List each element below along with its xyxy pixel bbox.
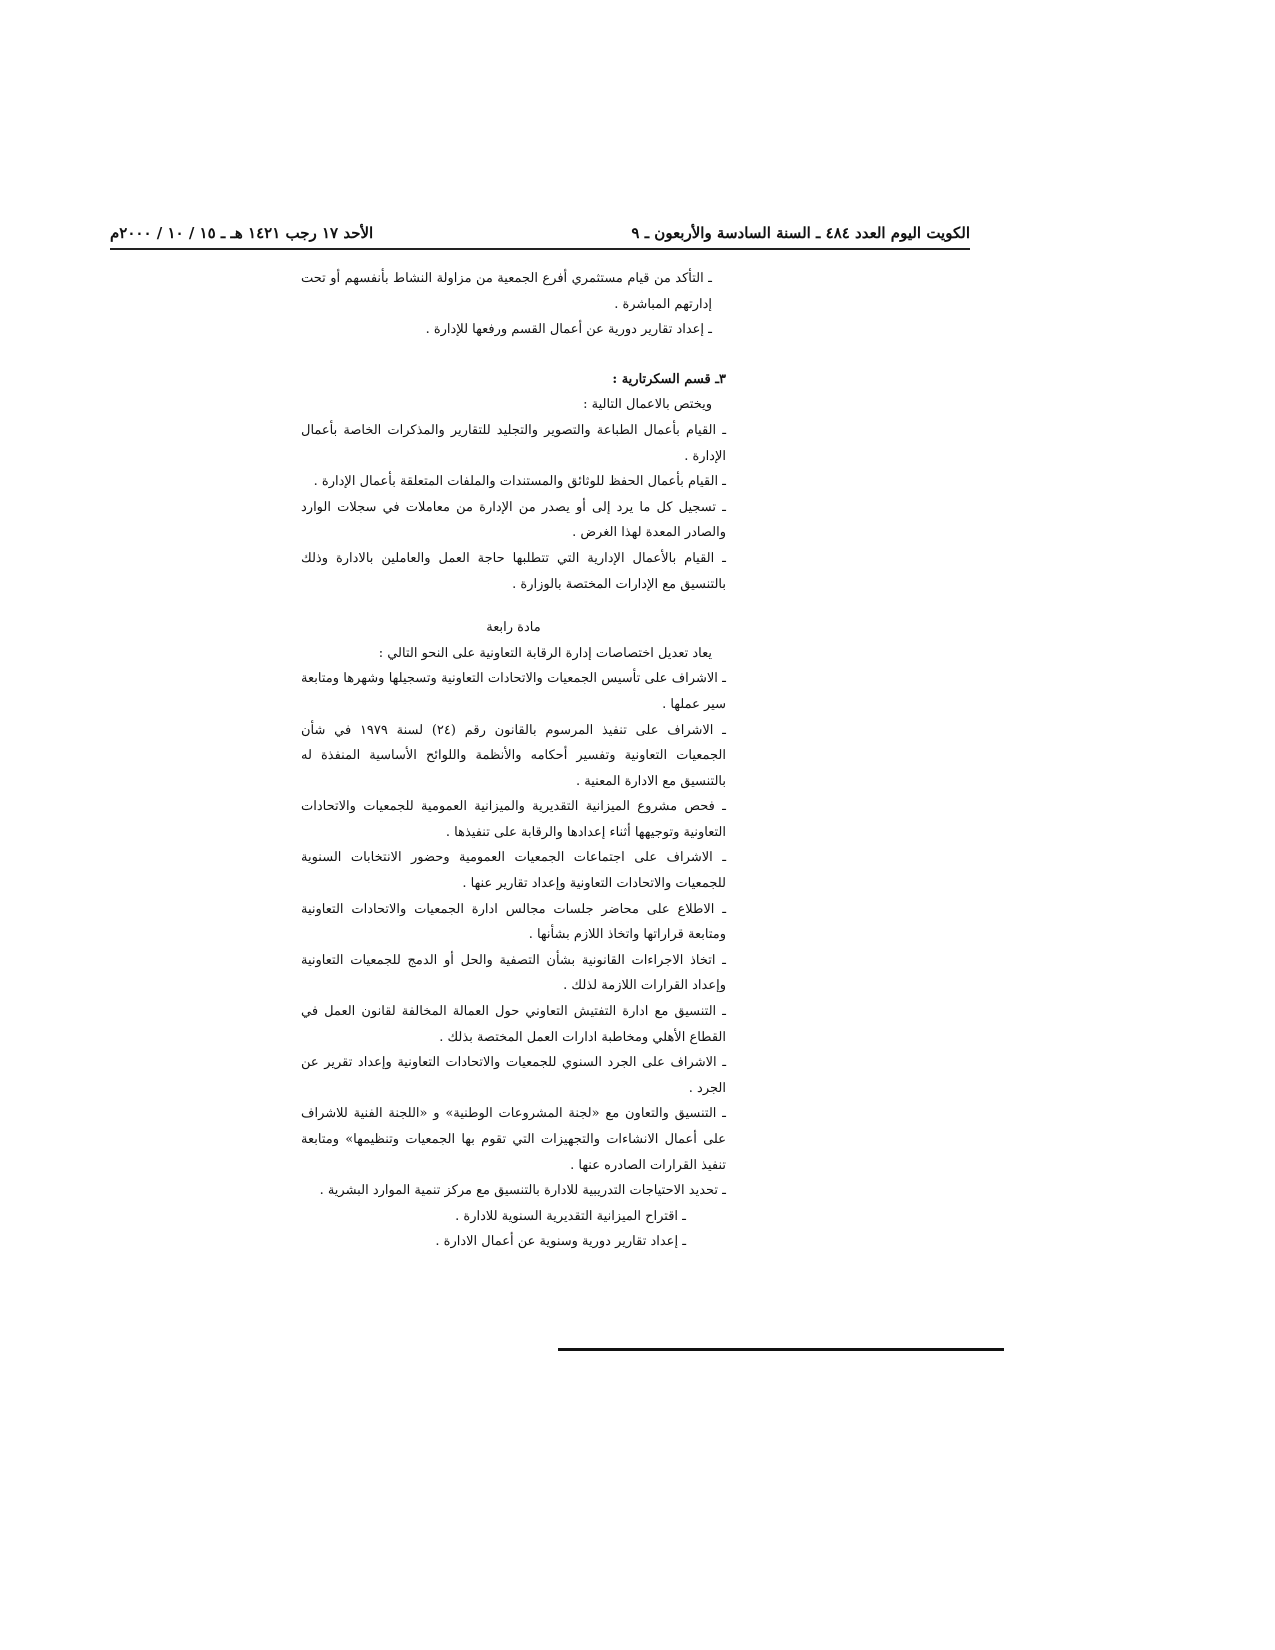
list-item: ـ القيام بأعمال الطباعة والتصوير والتجليد للتقارير والمذكرات الخاصة بأعمال الإدارة .	[301, 422, 726, 464]
list-item: ـ القيام بأعمال الحفظ للوثائق والمستندات والملفات المتعلقة بأعمال الإدارة .	[313, 474, 726, 490]
list-item: ـ الاشراف على تنفيذ المرسوم بالقانون رقم (٢٤) لسنة ١٩٧٩ في شأن الجمعيات التعاونية وتفسير أحكامه والأنظمة واللوائح الأساسية المنفذة له بالتنسيق مع الادارة المعنية .	[301, 722, 726, 789]
paragraph: ـ إعداد تقارير دورية عن أعمال القسم ورفعها للإدارة .	[425, 322, 712, 338]
list-item: ـ اتخاذ الاجراءات القانونية بشأن التصفية والحل أو الدمج للجمعيات التعاونية وإعداد القرارات اللازمة لذلك .	[301, 952, 726, 994]
paragraph: ـ التأكد من قيام مستثمري أفرع الجمعية من مزاولة النشاط بأنفسهم أو تحت إدارتهم المباشرة .	[301, 271, 712, 312]
end-rule	[558, 1348, 1004, 1351]
document-body	[301, 266, 726, 1255]
list-item: ـ التنسيق والتعاون مع «لجنة المشروعات الوطنية» و «اللجنة الفنية للاشراف على أعمال الانشاءات والتجهيزات التي تقوم بها الجمعيات وتنظيمها» ومتابعة تنفيذ القرارات الصادره عنها .	[301, 1106, 726, 1173]
section-lead: ويختص بالاعمال التالية :	[583, 397, 712, 413]
list-item: ـ تسجيل كل ما يرد إلى أو يصدر من الإدارة من معاملات في سجلات الوارد والصادر المعدة لهذا الغرض .	[301, 499, 726, 541]
list-item: ـ الاشراف على الجرد السنوي للجمعيات والاتحادات التعاونية وإعداد تقرير عن الجرد .	[301, 1055, 726, 1096]
gazette-date: الأحد ١٧ رجب ١٤٢١ هـ ـ ١٥ / ١٠ / ٢٠٠٠م	[110, 224, 374, 242]
gazette-issue-info: الكويت اليوم العدد ٤٨٤ ـ السنة السادسة والأربعون ـ ٩	[631, 224, 970, 242]
list-item: ـ إعداد تقارير دورية وسنوية عن أعمال الادارة .	[435, 1234, 686, 1250]
list-item: ـ اقتراح الميزانية التقديرية السنوية للادارة .	[455, 1208, 686, 1224]
list-item: ـ التنسيق مع ادارة التفتيش التعاوني حول العمالة المخالفة لقانون العمل في القطاع الأهلي ومخاطبة ادارات العمل المختصة بذلك .	[301, 1004, 726, 1045]
list-item: ـ فحص مشروع الميزانية التقديرية والميزانية العمومية للجمعيات والاتحادات التعاونية وتوجيهها أثناء إعدادها والرقابة على تنفيذها .	[301, 799, 726, 840]
page-header	[110, 222, 970, 250]
list-item: ـ تحديد الاحتياجات التدريبية للادارة بالتنسيق مع مركز تنمية الموارد البشرية .	[319, 1183, 726, 1199]
list-item: ـ الاطلاع على محاضر جلسات مجالس ادارة الجمعيات والاتحادات التعاونية ومتابعة قراراتها واتخاذ اللازم بشأنها .	[301, 901, 726, 943]
list-item: ـ القيام بالأعمال الإدارية التي تتطلبها حاجة العمل والعاملين بالادارة وذلك بالتنسيق مع الإدارات المختصة بالوزارة .	[301, 550, 726, 592]
article-heading: مادة رابعة	[486, 620, 541, 636]
article-lead: يعاد تعديل اختصاصات إدارة الرقابة التعاونية على النحو التالي :	[378, 645, 712, 661]
section-heading: ٣ـ قسم السكرتارية :	[612, 371, 726, 387]
list-item: ـ الاشراف على تأسيس الجمعيات والاتحادات التعاونية وتسجيلها وشهرها ومتابعة سير عملها .	[301, 671, 726, 712]
list-item: ـ الاشراف على اجتماعات الجمعيات العمومية وحضور الانتخابات السنوية للجمعيات والاتحادات التعاونية وإعداد تقارير عنها .	[301, 850, 726, 892]
